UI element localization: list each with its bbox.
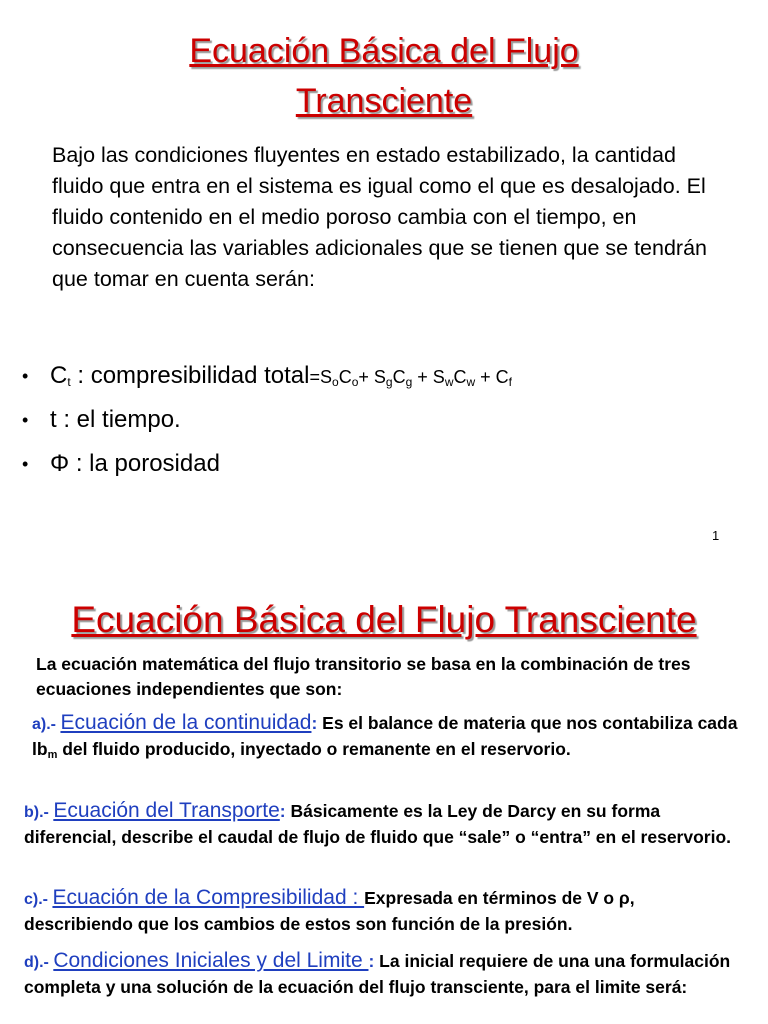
formula-plus-1: +	[358, 367, 374, 387]
formula-s1: S	[319, 367, 332, 387]
item-a-label: a).-	[32, 716, 61, 733]
compressibility-formula	[309, 367, 512, 387]
slide-1-title-line-2: Transciente	[295, 82, 473, 120]
formula-c4-sub: f	[508, 375, 513, 389]
compressibility-symbol: C	[50, 362, 68, 389]
formula-s1-sub: o	[332, 375, 339, 389]
slide-1-title-line-1: Ecuación Básica del Flujo	[189, 32, 579, 70]
slide-2-title: Ecuación Básica del Flujo Transciente	[71, 599, 697, 640]
formula-c1: C	[338, 367, 352, 387]
porosity-text: Φ : la porosidad	[50, 450, 220, 477]
bullet-marker: •	[22, 410, 29, 430]
bullet-porosity	[22, 446, 742, 490]
compressibility-label: : compresibilidad total	[70, 362, 310, 389]
formula-s3-sub: w	[444, 375, 454, 389]
item-d-heading: Condiciones Iniciales y del Limite	[53, 949, 369, 972]
compressibility-symbol-sub: t	[67, 375, 71, 389]
bullet-marker: •	[22, 454, 29, 474]
item-c-heading: Ecuación de la Compresibilidad :	[52, 886, 365, 909]
item-b-transport	[24, 798, 744, 850]
formula-c1-sub: o	[351, 375, 359, 389]
item-d-label: d).-	[24, 954, 54, 971]
item-c-text: Expresada en términos de V o ρ, describiendo que los cambios de estos son función de la presión.	[24, 888, 635, 934]
item-a-continuity	[32, 710, 752, 768]
item-a-text-after: del fluido producido, inyectado o remanente en el reservorio.	[57, 739, 571, 759]
item-c-label: c).-	[24, 891, 53, 908]
item-a-text-before: Es el balance de materia que nos contabiliza cada lb	[32, 713, 738, 759]
item-a-text-sub: m	[47, 749, 58, 761]
page-number: 1	[712, 528, 720, 543]
variables-list	[22, 358, 742, 490]
formula-s3: S	[432, 367, 445, 387]
bullet-time	[22, 402, 742, 446]
formula-plus-3: +	[475, 367, 496, 387]
formula-c2: C	[392, 367, 406, 387]
formula-s2: S	[373, 367, 386, 387]
bullet-compressibility	[22, 358, 742, 402]
formula-c3-sub: w	[466, 375, 476, 389]
item-c-compressibility	[24, 885, 744, 937]
item-d-colon: :	[368, 951, 375, 971]
item-b-text: Básicamente es la Ley de Darcy en su forma diferencial, describe el caudal de flujo de fluido que “sale” o “entra” en el reservorio.	[24, 801, 732, 847]
formula-eq: =	[309, 367, 320, 387]
item-d-text: La inicial requiere de una una formulación completa y una solución de la ecuación del flujo transciente, para el limite será:	[24, 951, 731, 997]
item-a-colon: :	[311, 713, 318, 733]
item-b-label: b).-	[24, 804, 54, 821]
slide-1-intro-paragraph: Bajo las condiciones fluyentes en estado estabilizado, la cantidad fluido que entra en el sistema es igual como el que es desalojado. El fluido contenido en el medio poroso cambia con el tiempo, en consecuencia las variables adicionales que se tienen que se tendrán que tomar en cuenta serán:	[52, 143, 707, 291]
slide-2	[0, 580, 768, 1024]
formula-c4: C	[495, 367, 509, 387]
time-text: t : el tiempo.	[50, 406, 181, 433]
formula-plus-2: +	[412, 367, 433, 387]
slide-1-title	[0, 26, 768, 126]
formula-c2-sub: g	[405, 375, 413, 389]
item-b-heading: Ecuación del Transporte	[53, 799, 280, 822]
item-b-colon: :	[279, 801, 286, 821]
slide-2-intro-paragraph: La ecuación matemática del flujo transitorio se basa en la combinación de tres ecuaciones independientes que son:	[36, 654, 691, 699]
formula-s2-sub: g	[385, 375, 393, 389]
bullet-marker: •	[22, 366, 29, 386]
item-a-heading: Ecuación de la continuidad	[60, 711, 312, 734]
formula-c3: C	[453, 367, 467, 387]
item-d-conditions	[24, 948, 744, 1000]
